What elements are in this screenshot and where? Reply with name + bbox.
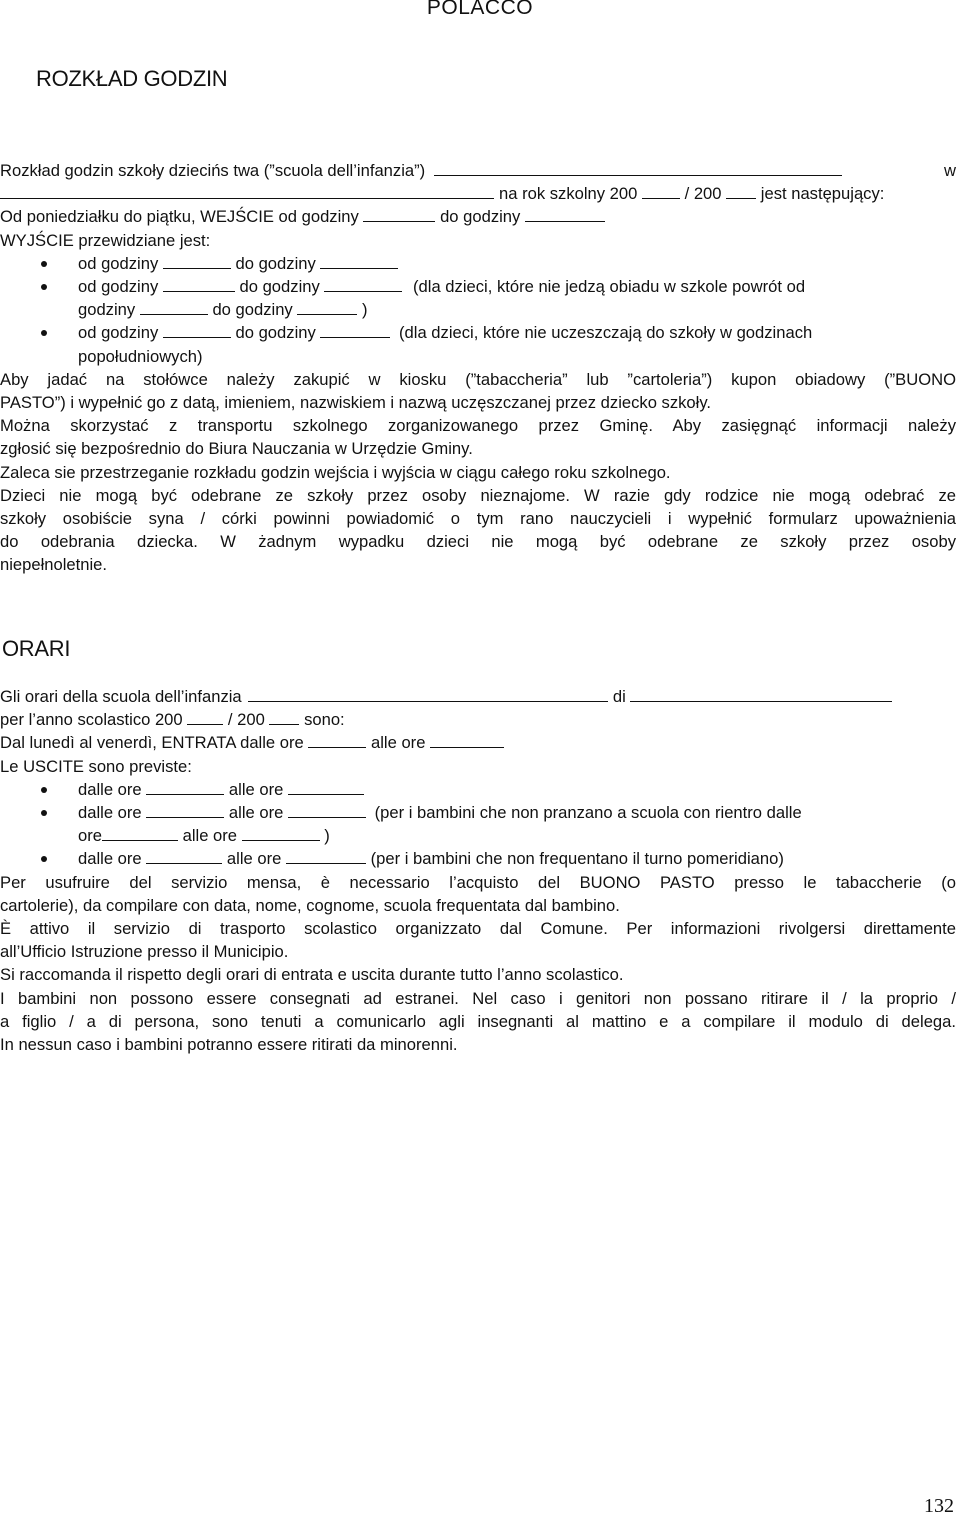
pl-para-3: Zaleca sie przestrzeganie rozkładu godzin wejścia i wyjścia w ciągu całego roku szkolnego.	[0, 462, 671, 482]
polish-section-body	[0, 159, 956, 577]
blank-entry-from	[363, 206, 435, 222]
pl-para-2-line-1: Można skorzystać z transportu szkolnego zorganizowanego przez Gminę. Aby zasięgnąć informacji należy	[0, 416, 956, 436]
pl-entry-label: Od poniedziałku do piątku, WEJŚCIE od godziny	[0, 207, 359, 227]
blank-it-b3-from	[146, 848, 222, 864]
it-line-1-di: di	[612, 687, 626, 706]
pl-line-2	[0, 182, 956, 205]
document-header: POLACCO	[426, 0, 534, 19]
pl-bullet-2	[0, 275, 956, 298]
it-line-3	[0, 731, 956, 754]
pl-entry-to-label: do godziny	[440, 207, 521, 227]
pl-b2-note: (dla dzieci, które nie jedzą obiadu w szkole powrót od	[413, 277, 806, 297]
blank-entrata-to	[430, 732, 504, 748]
pl-year-label: na rok szkolny 200	[499, 184, 638, 204]
blank-entry-to	[525, 206, 605, 222]
blank-b3-from	[163, 322, 231, 338]
it-para-4-line-3: In nessun caso i bambini potranno essere ritirati da minorenni.	[0, 1035, 458, 1055]
it-year-sep: / 200	[227, 710, 265, 730]
italian-section-body	[0, 685, 956, 1056]
pl-b2-close: )	[361, 300, 368, 320]
pl-b2-return-from: godziny	[78, 300, 136, 320]
pl-para-4-line-4: niepełnoletnie.	[0, 555, 108, 575]
pl-b3-to: do godziny	[235, 323, 316, 343]
it-para-4-line-2: a figlio / a di persona, sono tenuti a comunicarlo agli insegnanti al mattino e a compilare il modulo di delega.	[0, 1011, 956, 1031]
it-year-end: sono:	[304, 710, 345, 730]
pl-line-1	[0, 159, 956, 182]
pl-para-4-line-2: szkoły osobiście syna / córki powinni powiadomić o tym rano nauczycieli i wypełnić formularz upoważnienia	[0, 509, 956, 529]
blank-entrata-from	[308, 732, 366, 748]
pl-year-end: jest następujący:	[760, 184, 885, 204]
pl-b3-note: (dla dzieci, które nie uczeszczają do szkoły w godzinach	[399, 323, 813, 343]
blank-school-name	[434, 160, 842, 176]
pl-b1-from: od godziny	[78, 253, 159, 273]
blank-year-2	[726, 183, 756, 199]
it-b1-from: dalle ore	[78, 779, 142, 799]
it-b2-from: dalle ore	[78, 803, 142, 823]
pl-line-3	[0, 205, 956, 228]
section-title-italian: ORARI	[2, 636, 71, 661]
pl-line-1-end: w	[944, 161, 956, 180]
blank-b2-from	[163, 276, 235, 292]
pl-para-1-line-2: PASTO”) i wypełnić go z datą, imieniem, nazwiskiem i nazwą uczęszczanej przez dziecko szkoły.	[0, 393, 712, 413]
it-b2-return-to: alle ore	[182, 826, 238, 846]
pl-para-1-line-1: Aby jadać na stołówce należy zakupić w kiosku (”tabaccheria” lub ”cartoleria”) kupon obiadowy (”BUONO	[0, 369, 956, 389]
blank-b1-from	[163, 253, 231, 269]
it-line-2	[0, 708, 956, 731]
blank-it-b1-from	[146, 779, 224, 795]
it-para-4-line-1: I bambini non possono essere consegnati ad estranei. Nel caso i genitori non possano ritirare il / la proprio /	[0, 988, 956, 1008]
blank-b2-return-from	[140, 299, 208, 315]
it-b2-note: (per i bambini che non pranzano a scuola con rientro dalle	[374, 803, 802, 823]
pl-bullet-3-cont: popołudniowych)	[78, 346, 203, 366]
it-para-3: Si raccomanda il rispetto degli orari di entrata e uscita durante tutto l’anno scolastico.	[0, 965, 624, 985]
it-bullet-1	[0, 778, 956, 801]
it-b2-close: )	[324, 826, 330, 846]
pl-b3-from: od godziny	[78, 323, 159, 343]
blank-b1-to	[320, 253, 398, 269]
it-para-2-line-2: all’Ufficio Istruzione presso il Municipio.	[0, 942, 289, 962]
it-b3-note: (per i bambini che non frequentano il turno pomeridiano)	[370, 849, 784, 869]
pl-bullet-3	[0, 321, 956, 344]
blank-it-b2-return-to	[242, 825, 320, 841]
pl-para-2-line-2: zgłosić się bezpośrednio do Biura Nauczania w Urzędzie Gminy.	[0, 439, 473, 459]
pl-b1-to: do godziny	[235, 253, 316, 273]
pl-exit-heading: WYJŚCIE przewidziane jest:	[0, 230, 211, 250]
pl-year-sep: / 200	[684, 184, 722, 204]
blank-b2-return-to	[297, 299, 357, 315]
pl-bullet-1	[0, 252, 956, 275]
pl-line-1-text: Rozkład godzin szkoły dziecińs twa (”scuola dell’infanzia”)	[0, 161, 426, 180]
pl-para-4-line-3: do odebrania dziecka. W żadnym wypadku dzieci nie mogą być odebrane ze szkoły przez osoby	[0, 532, 956, 552]
it-line-1-text: Gli orari della scuola dell’infanzia	[0, 687, 242, 706]
blank-it-b1-to	[288, 779, 364, 795]
pl-b2-to: do godziny	[239, 277, 320, 297]
page-number: 132	[924, 1495, 954, 1517]
pl-b2-from: od godziny	[78, 277, 159, 297]
blank-it-b2-from	[146, 802, 224, 818]
pl-bullet-2-cont	[0, 298, 956, 321]
blank-it-b3-to	[286, 848, 366, 864]
it-b2-to: alle ore	[228, 803, 284, 823]
blank-b3-to	[320, 322, 390, 338]
it-exit-heading: Le USCITE sono previste:	[0, 756, 192, 776]
it-bullet-3	[0, 847, 956, 870]
it-bullet-2-cont	[0, 824, 956, 847]
it-para-1-line-2: cartolerie), da compilare con data, nome, cognome, scuola frequentata dal bambino.	[0, 895, 620, 915]
it-entry-to-label: alle ore	[371, 733, 426, 753]
pl-para-4-line-1: Dzieci nie mogą być odebrane ze szkoły przez osoby nieznajome. W razie gdy rodzice nie mogą odebrać ze	[0, 485, 956, 505]
it-b3-to: alle ore	[226, 849, 282, 869]
it-b2-return-from: ore	[78, 826, 102, 846]
it-para-2-line-1: È attivo il servizio di trasporto scolastico organizzato dal Comune. Per informazioni rivolgersi direttamente	[0, 919, 956, 939]
section-title-polish: ROZKŁAD GODZIN	[36, 66, 228, 91]
it-b1-to: alle ore	[228, 779, 284, 799]
blank-anno-2	[269, 709, 299, 725]
pl-b2-return-to: do godziny	[212, 300, 293, 320]
it-entry-label: Dal lunedì al venerdì, ENTRATA dalle ore	[0, 733, 304, 753]
blank-it-b2-to	[288, 802, 366, 818]
it-line-1	[0, 685, 956, 708]
blank-scuola-location	[630, 686, 892, 702]
blank-scuola-name	[248, 686, 608, 702]
it-year-label: per l’anno scolastico 200	[0, 710, 183, 730]
it-para-1-line-1: Per usufruire del servizio mensa, è necessario l’acquisto del BUONO PASTO presso le tabaccherie (o	[0, 872, 956, 892]
it-bullet-2	[0, 801, 956, 824]
blank-b2-to	[324, 276, 402, 292]
blank-school-location	[0, 183, 494, 199]
blank-it-b2-return-from	[102, 825, 178, 841]
blank-anno-1	[187, 709, 223, 725]
it-b3-from: dalle ore	[78, 849, 142, 869]
blank-year-1	[642, 183, 680, 199]
